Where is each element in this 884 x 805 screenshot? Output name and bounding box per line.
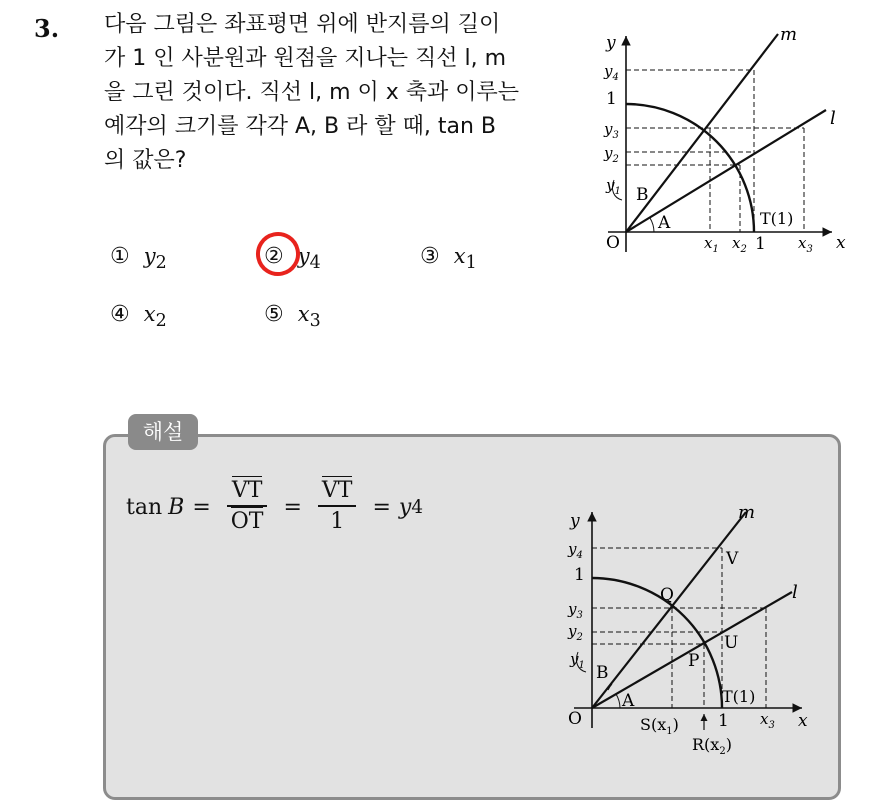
point-t-label: T(1) [760, 209, 794, 228]
tick-y4: $y_4$ [604, 62, 619, 83]
frac1-numerator: VT [231, 478, 263, 503]
point-u-label: U [724, 633, 739, 653]
choice-subscript: 4 [309, 253, 321, 274]
choice-value: y [297, 244, 310, 268]
choice-3[interactable] [420, 244, 477, 273]
formula-rhs: y [398, 494, 412, 520]
quarter-circle [626, 104, 754, 232]
x-one-label: 1 [755, 234, 766, 254]
figure-bottom [556, 496, 818, 766]
tick-y3: $y_3$ [604, 120, 619, 141]
angle-b-label: B [636, 185, 649, 205]
question-line-2: 가 1 인 사분원과 원점을 지나는 직선 l, m [104, 46, 507, 71]
tick-y2: $y_2$ [604, 144, 619, 165]
choice-subscript: 3 [309, 311, 321, 332]
formula-var-b: B [168, 494, 185, 520]
choice-value: y [143, 244, 156, 268]
tick-y3: $y_3$ [568, 600, 583, 621]
tick-y1: $y_1$ [606, 176, 621, 197]
axis-x-label: x [836, 233, 846, 253]
question-line-5: 의 값은? [104, 148, 187, 173]
line-l-label: l [792, 582, 798, 603]
origin-label: O [606, 233, 620, 253]
point-t-label: T(1) [722, 687, 756, 706]
choice-number: ② [264, 244, 284, 269]
question-line-1: 다음 그림은 좌표평면 위에 반지름의 길이 [104, 12, 501, 37]
tick-x1: $x_1$ [704, 234, 719, 255]
line-m-label: m [738, 502, 756, 523]
choice-subscript: 1 [465, 253, 477, 274]
line-m [592, 512, 746, 708]
choice-4[interactable] [110, 302, 167, 331]
choice-value: x [143, 302, 156, 326]
choice-value: x [297, 302, 310, 326]
solution-tag: 해설 [128, 414, 198, 450]
choice-1[interactable] [110, 244, 167, 273]
choice-subscript: 2 [155, 253, 167, 274]
frac2-denominator: 1 [330, 509, 345, 534]
point-s-label: $S(x_1)$ [640, 715, 679, 737]
tick-x3: $x_3$ [760, 710, 775, 731]
line-l-label: l [830, 108, 836, 129]
fraction-1 [227, 477, 268, 537]
tick-y2: $y_2$ [568, 622, 583, 643]
point-q-label: Q [660, 585, 674, 605]
figure-top [592, 20, 854, 260]
choice-number: ③ [420, 244, 440, 269]
line-m [626, 34, 778, 232]
solution-formula: tan B = $\frac{VT}{OT}$ = $\frac{VT}{1}$ = y 4 [126, 472, 423, 542]
fraction-2 [318, 477, 357, 537]
origin-label: O [568, 709, 582, 729]
question-number: 3. [34, 14, 60, 43]
axis-y-label: y [570, 511, 580, 531]
question-text [104, 8, 574, 178]
choice-subscript: 2 [155, 311, 167, 332]
y-one-label: 1 [606, 89, 617, 109]
frac2-numerator: VT [321, 478, 353, 503]
y-one-label: 1 [574, 565, 585, 585]
frac1-denominator: OT [230, 509, 264, 534]
angle-b-label: B [596, 663, 609, 683]
choice-number: ⑤ [264, 302, 284, 327]
tick-x2: $x_2$ [732, 234, 747, 255]
tick-y4: $y_4$ [568, 540, 583, 561]
x-one-label: 1 [718, 711, 729, 731]
tick-y1: $y_1$ [570, 650, 585, 671]
question-line-4: 예각의 크기를 각각 A, B 라 할 때, tan B [104, 114, 496, 139]
choice-5[interactable] [264, 302, 321, 331]
point-r-label: $R(x_2)$ [692, 735, 732, 757]
angle-a-label: A [622, 691, 635, 711]
question-line-3: 을 그린 것이다. 직선 l, m 이 x 축과 이루는 [104, 80, 520, 105]
formula-rhs-subscript: 4 [411, 496, 424, 518]
axis-y-label: y [606, 33, 616, 53]
line-m-label: m [780, 24, 798, 45]
choice-number: ① [110, 244, 130, 269]
choice-number: ④ [110, 302, 130, 327]
point-p-label: P [688, 651, 700, 671]
angle-a-label: A [658, 213, 671, 233]
axis-x-label: x [798, 711, 808, 731]
formula-tan: tan [126, 494, 163, 520]
choice-value: x [453, 244, 466, 268]
tick-x3: $x_3$ [798, 234, 813, 255]
point-v-label: V [726, 549, 739, 569]
